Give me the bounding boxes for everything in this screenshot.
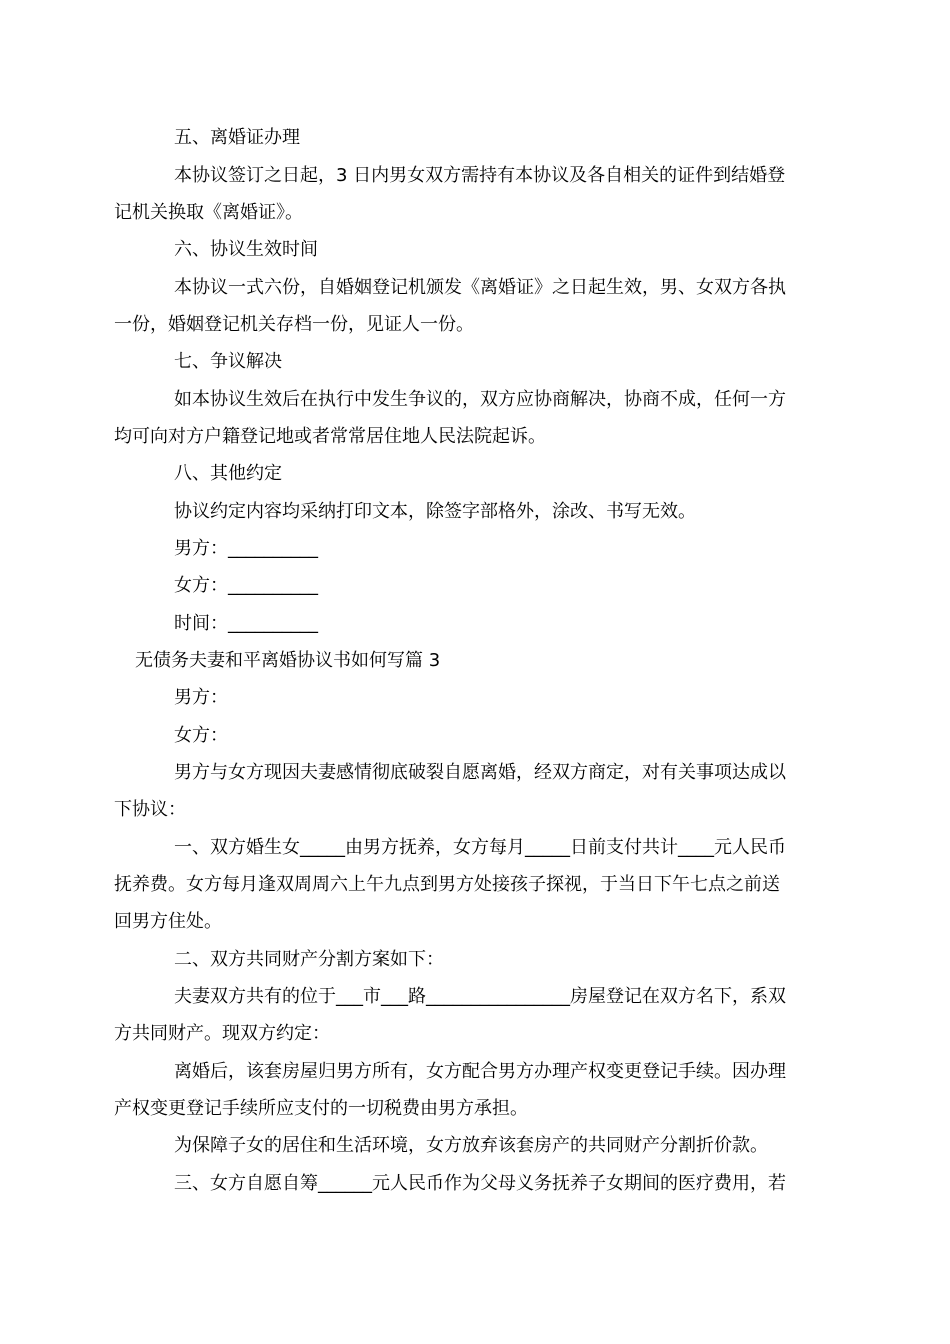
signature-female: 女方：__________ <box>174 575 318 596</box>
paragraph-line: 本协议一式六份，自婚姻登记机颁发《离婚证》之日起生效，男、女双方各执 <box>174 277 786 298</box>
paragraph-line: 协议约定内容均采纳打印文本，除签字部格外，涂改、书写无效。 <box>174 501 696 522</box>
section-heading-8: 八、其他约定 <box>174 463 282 484</box>
article-title: 无债务夫妻和平离婚协议书如何写篇 3 <box>135 650 441 671</box>
section-heading-6: 六、协议生效时间 <box>174 239 318 260</box>
paragraph-line: 一份，婚姻登记机关存档一份，见证人一份。 <box>114 314 474 335</box>
paragraph-line: 为保障子女的居住和生活环境，女方放弃该套房产的共同财产分割折价款。 <box>174 1135 768 1156</box>
paragraph-line: 均可向对方户籍登记地或者常常居住地人民法院起诉。 <box>114 426 546 447</box>
paragraph-line: 记机关换取《离婚证》。 <box>114 202 303 223</box>
paragraph-line: 抚养费。女方每月逢双周周六上午九点到男方处接孩子探视，于当日下午七点之前送 <box>114 874 780 895</box>
party-female: 女方： <box>174 725 228 746</box>
paragraph-line: 下协议： <box>114 799 186 820</box>
clause-1: 一、双方婚生女_____由男方抚养，女方每月_____日前支付共计____元人民币 <box>174 837 786 858</box>
section-heading-7: 七、争议解决 <box>174 351 282 372</box>
signature-male: 男方：__________ <box>174 538 318 559</box>
party-male: 男方： <box>174 687 228 708</box>
signature-date: 时间：__________ <box>174 613 318 634</box>
paragraph-line: 离婚后，该套房屋归男方所有，女方配合男方办理产权变更登记手续。因办理 <box>174 1061 786 1082</box>
clause-3: 三、女方自愿自筹______元人民币作为父母义务抚养子女期间的医疗费用，若 <box>174 1173 786 1194</box>
section-heading-5: 五、离婚证办理 <box>174 127 300 148</box>
paragraph-line: 方共同财产。现双方约定： <box>114 1023 330 1044</box>
paragraph-line: 产权变更登记手续所应支付的一切税费由男方承担。 <box>114 1098 528 1119</box>
paragraph-line: 如本协议生效后在执行中发生争议的，双方应协商解决，协商不成，任何一方 <box>174 389 786 410</box>
paragraph-line: 回男方住处。 <box>114 911 222 932</box>
paragraph-line: 夫妻双方共有的位于___市___路________________房屋登记在双方名下，系双 <box>174 986 786 1007</box>
paragraph-line: 男方与女方现因夫妻感情彻底破裂自愿离婚，经双方商定，对有关事项达成以 <box>174 762 786 783</box>
paragraph-line: 本协议签订之日起，3 日内男女双方需持有本协议及各自相关的证件到结婚登 <box>174 165 786 186</box>
clause-2: 二、双方共同财产分割方案如下： <box>174 949 444 970</box>
